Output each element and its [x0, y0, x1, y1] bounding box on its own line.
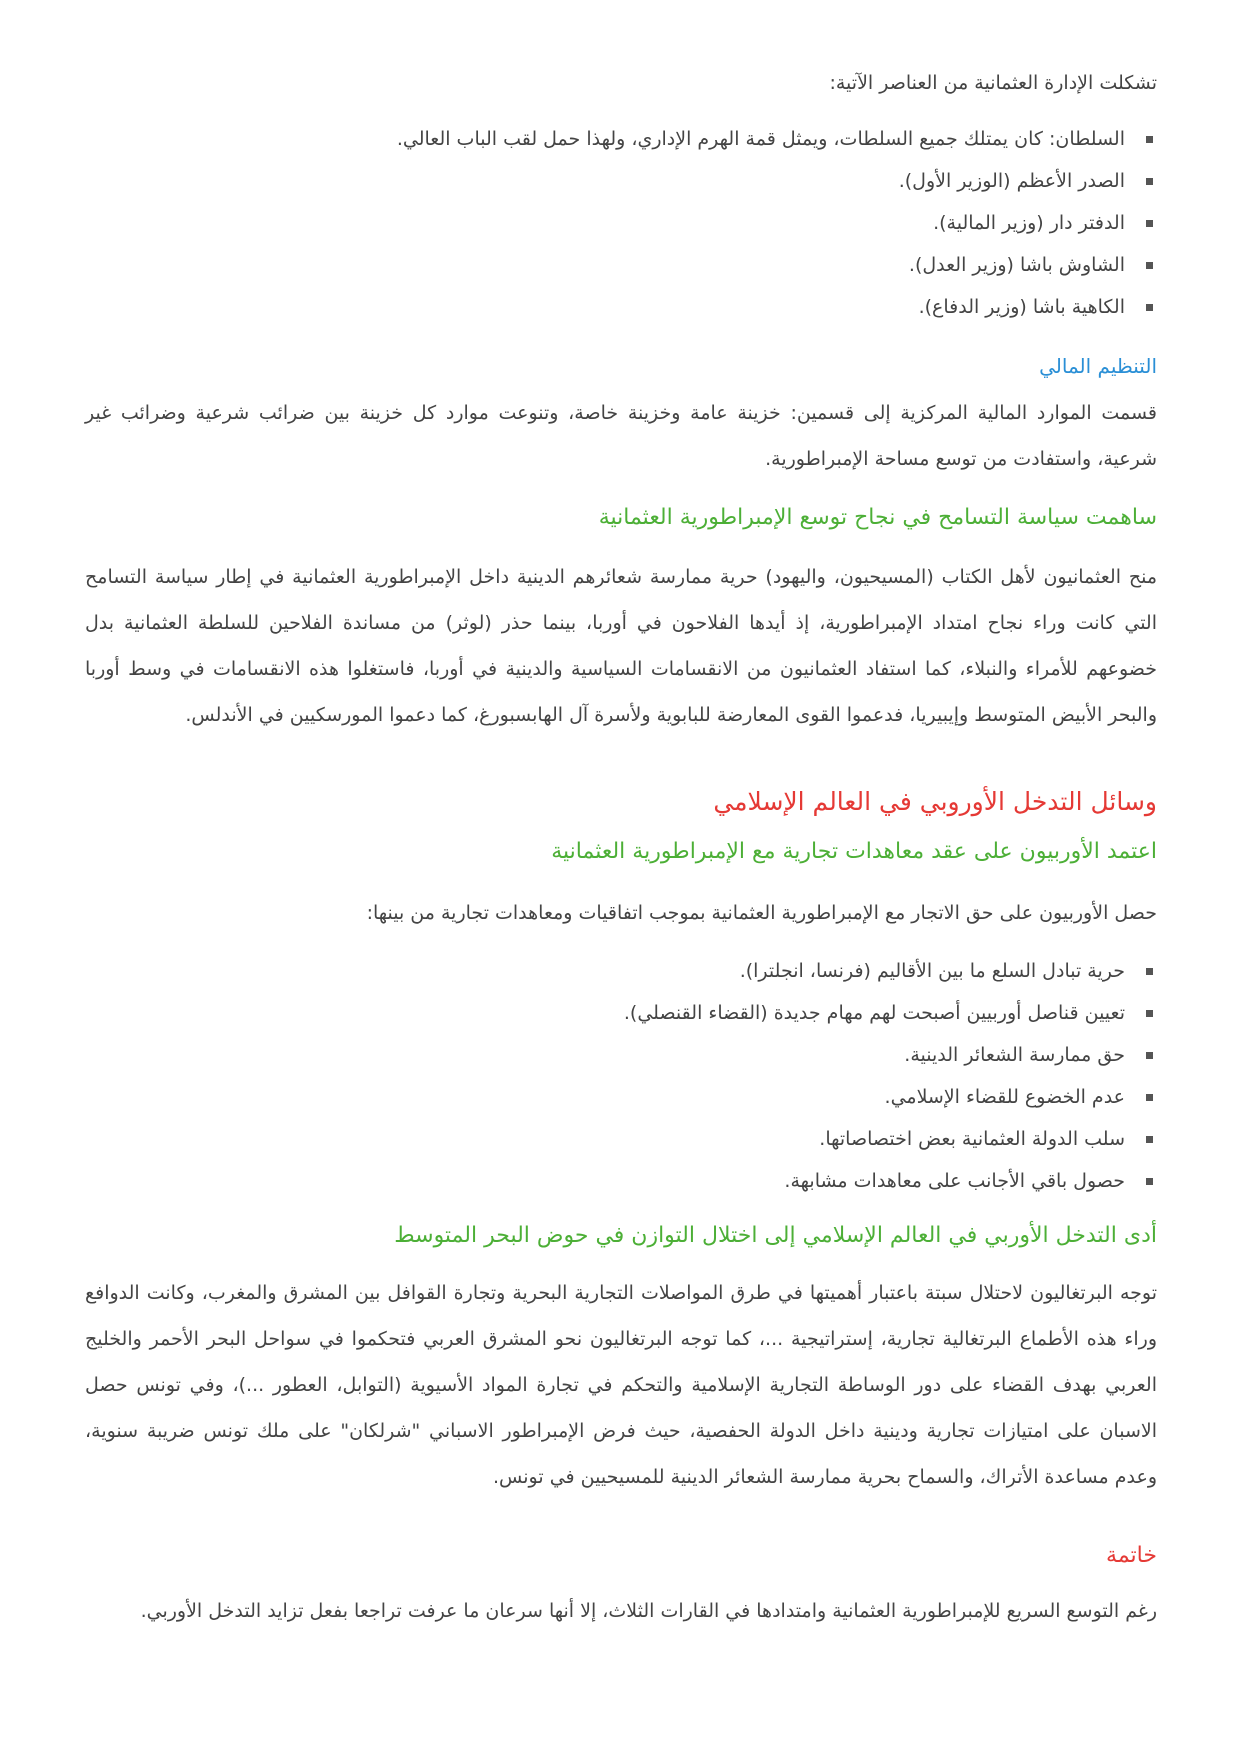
tolerance-heading: ساهمت سياسة التسامح في نجاح توسع الإمبراطورية العثمانية — [598, 505, 1157, 530]
finance-heading: التنظيم المالي — [1039, 354, 1157, 378]
intervention-title: وسائل التدخل الأوروبي في العالم الإسلامي — [713, 787, 1157, 816]
treaties-heading: اعتمد الأوربيون على عقد معاهدات تجارية مع الإمبراطورية العثمانية — [551, 839, 1157, 864]
list-item: حق ممارسة الشعائر الدينية. — [85, 1034, 1157, 1076]
list-item: حصول باقي الأجانب على معاهدات مشابهة. — [85, 1160, 1157, 1202]
list-item: تعيين قناصل أوربيين أصبحت لهم مهام جديدة (القضاء القنصلي). — [85, 992, 1157, 1034]
finance-paragraph: قسمت الموارد المالية المركزية إلى قسمين: خزينة عامة وخزينة خاصة، وتنوعت موارد كل خزينة بين ضرائب شرعية وضرائب غير شرعية، واستفادت من توسع مساحة الإمبراطورية. — [85, 402, 1157, 470]
conclusion-heading: خاتمة — [1106, 1543, 1157, 1568]
treaties-intro: حصل الأوربيون على حق الاتجار مع الإمبراطورية العثمانية بموجب اتفاقيات ومعاهدات تجارية من بينها: — [366, 902, 1157, 924]
list-item: حرية تبادل السلع ما بين الأقاليم (فرنسا، انجلترا). — [85, 950, 1157, 992]
list-item: الصدر الأعظم (الوزير الأول). — [85, 160, 1157, 202]
treaties-list — [85, 950, 1157, 1202]
list-item: الشاوش باشا (وزير العدل). — [85, 244, 1157, 286]
intro-paragraph: تشكلت الإدارة العثمانية من العناصر الآتية: — [829, 72, 1157, 94]
list-item: عدم الخضوع للقضاء الإسلامي. — [85, 1076, 1157, 1118]
imbalance-heading: أدى التدخل الأوربي في العالم الإسلامي إلى اختلال التوازن في حوض البحر المتوسط — [394, 1223, 1157, 1248]
list-item: الدفتر دار (وزير المالية). — [85, 202, 1157, 244]
imbalance-paragraph: توجه البرتغاليون لاحتلال سبتة باعتبار أهميتها في طرق المواصلات التجارية البحرية وتجارة القوافل بين المشرق والمغرب، وكانت الدوافع وراء هذه الأطماع البرتغالية تجارية، إستراتيجية ...، كما توجه البرتغاليون نحو المشرق العربي فتحكموا في سواحل البحر الأحمر والخليج العربي بهدف القضاء على دور الوساطة التجارية الإسلامية والتحكم في تجارة المواد الأسيوية (التوابل، العطور ...)، وفي تونس حصل الاسبان على امتيازات تجارية ودينية داخل الدولة الحفصية، حيث فرض الإمبراطور الاسباني "شرلكان" على ملك تونس ضريبة سنوية، وعدم مساعدة الأتراك، والسماح بحرية ممارسة الشعائر الدينية للمسيحيين في تونس. — [85, 1282, 1157, 1488]
list-item: سلب الدولة العثمانية بعض اختصاصاتها. — [85, 1118, 1157, 1160]
tolerance-paragraph: منح العثمانيون لأهل الكتاب (المسيحيون، واليهود) حرية ممارسة شعائرهم الدينية داخل الإمبراطورية العثمانية في إطار سياسة التسامح التي كانت وراء نجاح امتداد الإمبراطورية، إذ أيدها الفلاحون في أوربا، بينما حذر (لوثر) من مساندة الفلاحين للسلطة العثمانية بدل خضوعهم للأمراء والنبلاء، كما استفاد العثمانيون من الانقسامات السياسية والدينية في أوربا، فاستغلوا هذه الانقسامات في وسط أوربا والبحر الأبيض المتوسط وإيبيريا، فدعموا القوى المعارضة للبابوية ولأسرة آل الهابسبورغ، كما دعموا المورسكيين في الأندلس. — [85, 566, 1157, 726]
list-item: السلطان: كان يمتلك جميع السلطات، ويمثل قمة الهرم الإداري، ولهذا حمل لقب الباب العالي. — [85, 118, 1157, 160]
conclusion-paragraph: رغم التوسع السريع للإمبراطورية العثمانية وامتدادها في القارات الثلاث، إلا أنها سرعان ما عرفت تراجعا بفعل تزايد التدخل الأوربي. — [140, 1600, 1157, 1622]
admin-list — [85, 118, 1157, 328]
list-item: الكاهية باشا (وزير الدفاع). — [85, 286, 1157, 328]
